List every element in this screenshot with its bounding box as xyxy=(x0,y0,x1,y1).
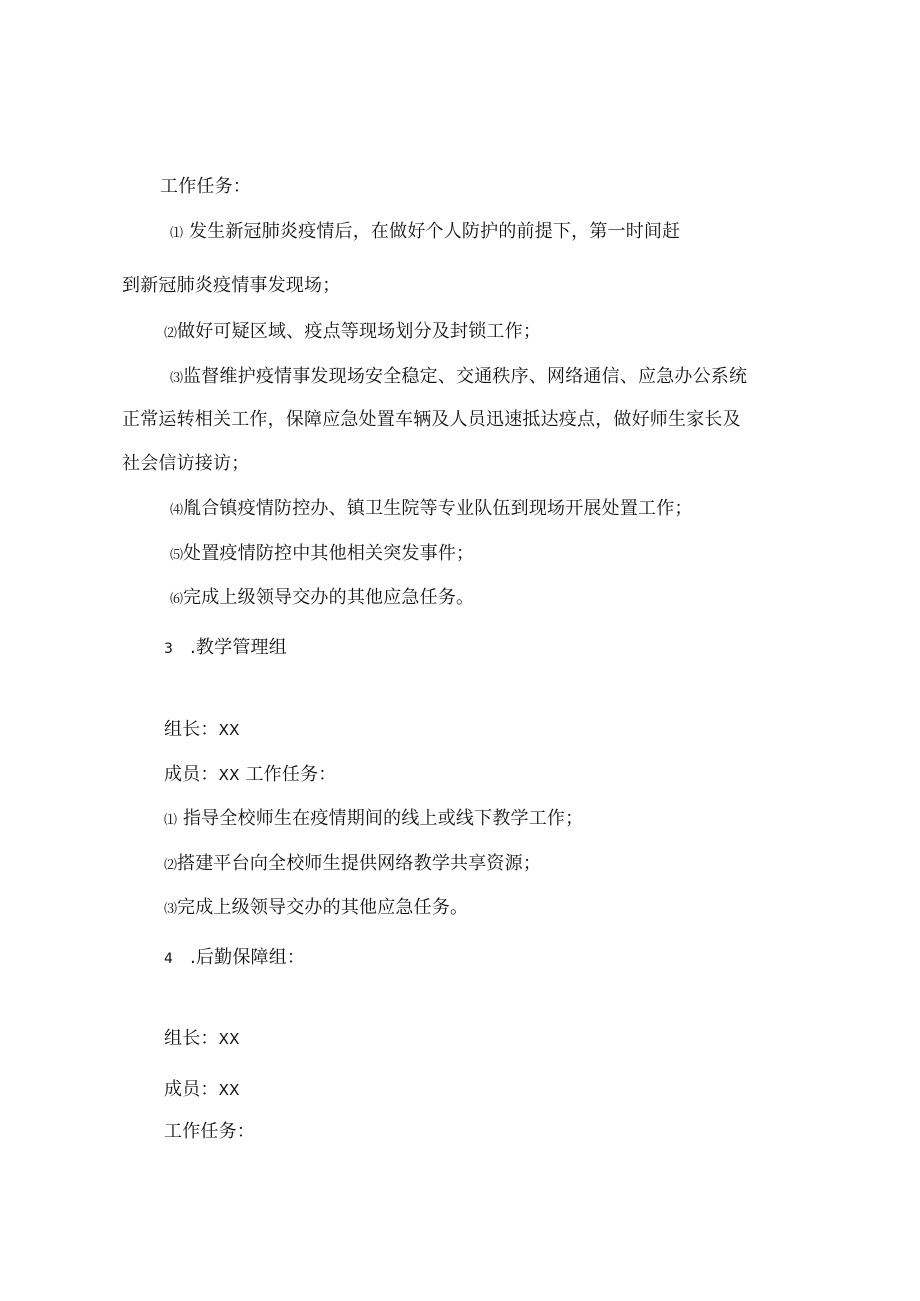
section-4-title: .后勤保障组： xyxy=(190,947,306,968)
task-item-2-number: ⑵ xyxy=(164,326,178,341)
section-3-item-3-number: ⑶ xyxy=(164,902,178,917)
task-item-2-text: 做好可疑区域、疫点等现场划分及封锁工作； xyxy=(177,321,542,342)
task-item-1 xyxy=(170,219,680,247)
section-4-number: 4 xyxy=(164,951,174,967)
task-item-3-continued-1 xyxy=(122,407,741,433)
section-3-item-2-number: ⑵ xyxy=(164,858,178,873)
section-3-heading xyxy=(164,635,287,662)
task-item-6-number: ⑹ xyxy=(170,592,184,607)
task-item-5-text: 处置疫情防控中其他相关突发事件； xyxy=(183,543,475,564)
task-item-1-continued xyxy=(122,273,340,299)
task-item-1-number: ⑴ xyxy=(170,226,184,241)
section-3-item-3 xyxy=(164,895,468,923)
task-item-3-continued-2 xyxy=(122,451,249,477)
section-3-number: 3 xyxy=(164,641,174,657)
section-3-title: .教学管理组 xyxy=(190,637,287,658)
section-4-leader-label: 组长： xyxy=(164,1028,219,1049)
task-item-6 xyxy=(170,585,474,613)
section-3-item-1 xyxy=(164,806,583,834)
task-item-3 xyxy=(170,364,747,392)
section-4-leader xyxy=(164,1026,240,1052)
section-3-item-3-text: 完成上级领导交办的其他应急任务。 xyxy=(177,897,469,918)
section-4-members-label: 成员： xyxy=(164,1079,219,1100)
section-4-heading xyxy=(164,945,305,972)
task-item-3-text-continued-2: 社会信访接访； xyxy=(122,453,250,474)
section-3-tasks-label: 工作任务： xyxy=(245,764,337,785)
task-item-4-text: 胤合镇疫情防控办、镇卫生院等专业队伍到现场开展处置工作； xyxy=(183,498,693,519)
tasks-heading xyxy=(160,174,251,200)
section-3-item-1-text: 指导全校师生在疫情期间的线上或线下教学工作； xyxy=(182,808,584,829)
task-item-4-number: ⑷ xyxy=(170,503,184,518)
section-3-leader-label: 组长： xyxy=(164,719,219,740)
section-4-tasks xyxy=(164,1119,255,1145)
section-3-leader-value: XX xyxy=(218,721,240,739)
task-item-3-number: ⑶ xyxy=(170,371,184,386)
task-item-3-text-continued-1: 正常运转相关工作，保障应急处置车辆及人员迅速抵达疫点，做好师生家长及 xyxy=(122,409,741,430)
section-4-members-value: XX xyxy=(218,1081,240,1099)
section-3-item-1-number: ⑴ xyxy=(164,813,178,828)
section-3-members xyxy=(164,762,336,788)
section-4-members xyxy=(164,1077,240,1103)
section-3-members-value: XX xyxy=(218,766,240,784)
section-3-item-2 xyxy=(164,851,541,879)
task-item-4 xyxy=(170,496,693,524)
tasks-heading-text: 工作任务： xyxy=(160,176,251,197)
task-item-1-text-continued: 到新冠肺炎疫情事发现场； xyxy=(122,275,341,296)
section-3-members-label: 成员： xyxy=(164,764,219,785)
task-item-3-text: 监督维护疫情事发现场安全稳定、交通秩序、网络通信、应急办公系统 xyxy=(183,366,748,387)
section-3-item-2-text: 搭建平台向全校师生提供网络教学共享资源； xyxy=(177,853,542,874)
section-3-leader xyxy=(164,717,240,743)
section-4-tasks-label: 工作任务： xyxy=(164,1121,255,1142)
task-item-6-text: 完成上级领导交办的其他应急任务。 xyxy=(183,587,475,608)
section-4-leader-value: XX xyxy=(218,1030,240,1048)
task-item-5-number: ⑸ xyxy=(170,548,184,563)
task-item-2 xyxy=(164,319,541,347)
task-item-5 xyxy=(170,541,474,569)
task-item-1-text: 发生新冠肺炎疫情后，在做好个人防护的前提下，第一时间赶 xyxy=(188,221,681,242)
